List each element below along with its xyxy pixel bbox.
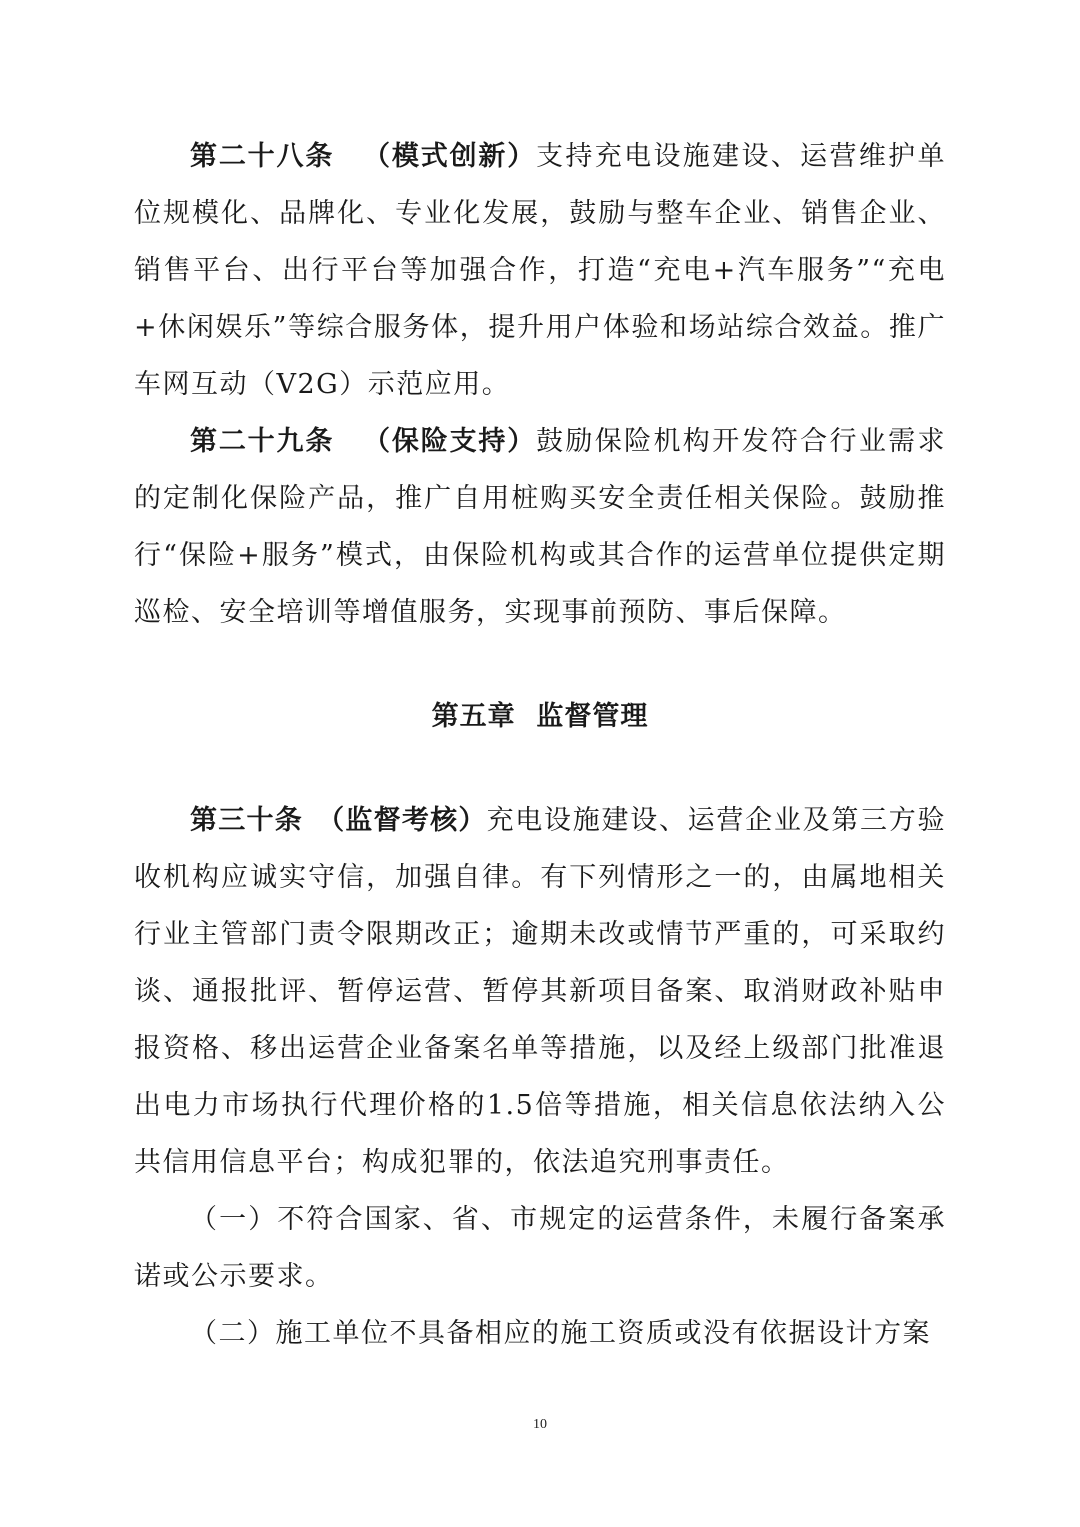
list-item: （一）不符合国家、省、市规定的运营条件，未履行备案承诺或公示要求。 — [134, 1204, 946, 1292]
article-30-title: 第三十条 — [190, 805, 303, 836]
article-28-topic: （模式创新） — [362, 141, 537, 172]
article-28-title: 第二十八条 — [190, 141, 335, 172]
article-30 — [134, 792, 946, 1191]
article-29 — [134, 413, 946, 641]
article-29-topic: （保险支持） — [362, 426, 537, 457]
article-28-body: 支持充电设施建设、运营维护单位规模化、品牌化、专业化发展，鼓励与整车企业、销售企业、销售平台、出行平台等加强合作，打造“充电+汽车服务”“充电+休闲娱乐”等综合服务体，提升用户体验和场站综合效益。推广车网互动（V2G）示范应用。 — [134, 141, 947, 400]
article-28 — [134, 128, 946, 413]
article-30-body: 充电设施建设、运营企业及第三方验收机构应诚实守信，加强自律。有下列情形之一的，由属地相关行业主管部门责令限期改正；逾期未改或情节严重的，可采取约谈、通报批评、暂停运营、暂停其新项目备案、取消财政补贴申报资格、移出运营企业备案名单等措施，以及经上级部门批准退出电力市场执行代理价格的1.5倍等措施，相关信息依法纳入公共信用信息平台；构成犯罪的，依法追究刑事责任。 — [134, 805, 947, 1178]
chapter-title: 第五章 监督管理 — [431, 701, 649, 732]
page-number: 10 — [533, 1417, 547, 1432]
article-29-title: 第二十九条 — [190, 426, 335, 457]
article-30-topic: （监督考核） — [316, 805, 487, 836]
article-29-body: 鼓励保险机构开发符合行业需求的定制化保险产品，推广自用桩购买安全责任相关保险。鼓励推行“保险+服务”模式，由保险机构或其合作的运营单位提供定期巡检、安全培训等增值服务，实现事前预防、事后保障。 — [134, 426, 947, 628]
document-page — [134, 128, 946, 1362]
list-item: （二）施工单位不具备相应的施工资质或没有依据设计方案 — [190, 1318, 931, 1349]
